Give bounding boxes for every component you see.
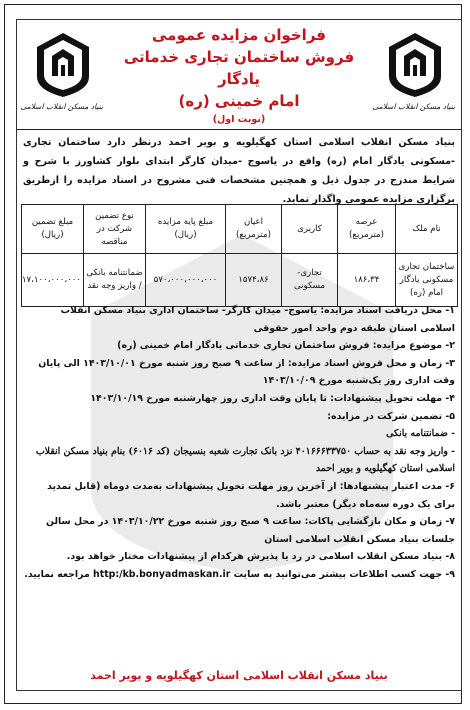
- terms-list: [23, 302, 455, 584]
- term-5: ۵- تضمین شرکت در مزایده:: [327, 410, 455, 422]
- logo-caption: بنیاد مسکن انقلاب اسلامی: [372, 102, 455, 111]
- logo-right: [372, 30, 455, 122]
- col-guarantee-amount: مبلغ تضمین (ریال): [22, 205, 84, 254]
- notice-frame: [16, 19, 462, 691]
- bonyad-maskan-logo-icon: [32, 30, 94, 100]
- bonyad-maskan-logo-icon: [384, 30, 446, 100]
- cell-base-price: ۵۷۰،۰۰۰،۰۰۰،۰۰۰: [146, 254, 226, 307]
- cell-land-area: ۱۸۶،۳۴: [338, 254, 396, 307]
- title-line-2: فروش ساختمان تجاری خدماتی یادگار: [123, 48, 355, 88]
- term-6: ۶- مدت اعتبار پیشنهادها: از آخرین روز مهلت تحویل پیشنهادات به‌مدت دوماه (قابل تمدید برای یک دوره سه‌ماه دیگر) معتبر باشد.: [47, 480, 455, 510]
- notice-footer: بنیاد مسکن انقلاب اسلامی استان کهگیلویه و بویر احمد: [90, 669, 388, 682]
- term-2: ۲- موضوع مزایده: فروش ساختمان تجاری خدماتی یادگار امام خمینی (ره): [117, 340, 455, 352]
- col-usage: کاربری: [282, 205, 338, 254]
- notice-title: [112, 24, 366, 128]
- col-base-price: مبلغ پایه مزایده (ریال): [146, 205, 226, 254]
- col-building-area: اعیان (مترمربع): [226, 205, 282, 254]
- col-property-name: نام ملک: [396, 205, 458, 254]
- logo-left: [20, 30, 103, 122]
- title-line-3: امام خمینی (ره): [178, 92, 300, 110]
- cell-guarantee-type: ضمانتنامه بانکی / واریز وجه نقد: [84, 254, 146, 307]
- cell-usage: تجاری- مسکونی: [282, 254, 338, 307]
- intro-paragraph: بنیاد مسکن انقلاب اسلامی استان کهگیلویه و بویر احمد درنظر دارد ساختمان تجاری -مسکونی یادگار امام (ره) واقع در یاسوج -میدان کارگر ابتدای بلوار کشاورز با شرح و شرایط مندرج در جدول ذیل و همچنین مشخصات فنی مشروح در اسناد مزایده را ازطریق برگزاری مزایده عمومی واگذار نماید.: [23, 137, 455, 205]
- logo-caption: بنیاد مسکن انقلاب اسلامی: [20, 102, 103, 111]
- table-row: [22, 254, 458, 307]
- term-5a: - ضمانتنامه بانکی: [386, 428, 455, 440]
- term-8: ۸- بنیاد مسکن انقلاب اسلامی در رد یا پذیرش هرکدام از پیشنهادات مختار خواهد بود.: [66, 551, 455, 563]
- term-4: ۴- مهلت تحویل پیشنهادات: تا پایان وقت اداری روز چهارشنبه مورخ ۱۴۰۳/۱۰/۱۹: [90, 392, 455, 404]
- title-line-1: فراخوان مزایده عمومی: [152, 26, 326, 44]
- auction-table: [21, 204, 458, 307]
- notice-header: [17, 20, 461, 130]
- notice-round: (نوبت اول): [212, 114, 266, 125]
- cell-building-area: ۱۵۷۴،۸۶: [226, 254, 282, 307]
- term-5b: - واریز وجه نقد به حساب ۴۰۱۶۶۶۳۳۷۵۰ نزد بانک تجارت شعبه بنسیجان (کد ۶۰۱۶) بنام بنیاد مسکن انقلاب اسلامی استان کهگیلویه و بویر احمد: [35, 445, 455, 475]
- term-7: ۷- زمان و مکان بازگشایی پاکات: ساعت ۹ صبح روز شنبه مورخ ۱۴۰۳/۱۰/۲۲ در محل سالن جلسات بنیاد مسکن انقلاب اسلامی استان: [46, 516, 455, 545]
- notice-sheet: [4, 4, 462, 704]
- cell-guarantee-amount: ۱۷،۱۰۰،۰۰۰،۰۰۰: [22, 254, 84, 307]
- col-land-area: عرصه (مترمربع): [338, 205, 396, 254]
- term-9: ۹- جهت کسب اطلاعات بیشتر می‌توانید به سایت http:/kb.bonyadmaskan.ir مراجعه نمایید.: [24, 568, 455, 580]
- col-guarantee-type: نوع تضمین شرکت در مناقصه: [84, 205, 146, 254]
- cell-property-name: ساختمان تجاری مسکونی یادگار امام (ره): [396, 254, 458, 307]
- term-3: ۳- زمان و محل فروش اسناد مزایده: از ساعت ۹ صبح روز شنبه مورخ ۱۴۰۳/۱۰/۰۱ الی پایان وقت اداری روز یک‌شنبه مورخ ۱۴۰۳/۱۰/۰۹: [38, 357, 455, 387]
- table-header-row: [22, 205, 458, 254]
- term-1: ۱- محل دریافت اسناد مزایده: یاسوج- میدان کارگر- ساختمان اداری بنیاد مسکن انقلاب اسلامی استان طبقه دوم واحد امور حقوقی: [60, 305, 455, 334]
